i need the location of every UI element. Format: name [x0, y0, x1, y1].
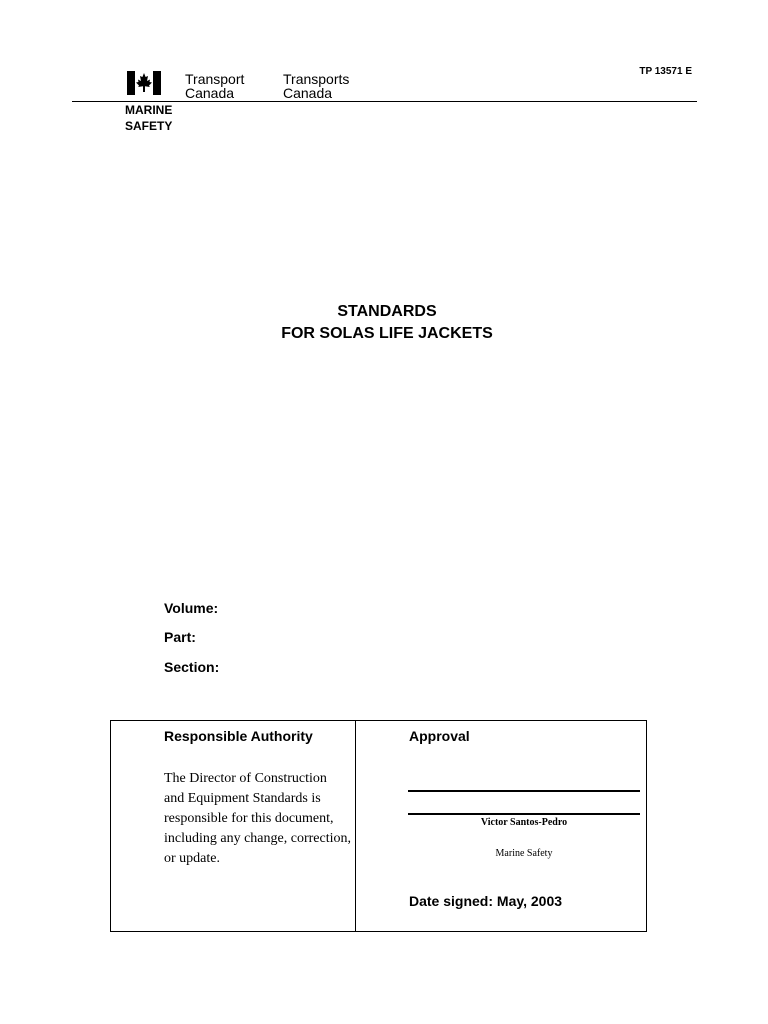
department-name-fr-line1: Transports: [283, 71, 350, 87]
signature-line: [408, 790, 640, 792]
responsible-authority-text: [164, 769, 354, 869]
header-divider: [72, 101, 697, 102]
responsible-authority-line: including any change, correction,: [164, 831, 351, 846]
date-signed: Date signed: May, 2003: [409, 893, 563, 909]
approval-heading: Approval: [409, 728, 470, 744]
volume-label: Volume:: [164, 600, 219, 616]
part-label: Part:: [164, 629, 196, 645]
department-name-en-line2: Canada: [185, 85, 235, 101]
document-number: TP 13571 E: [639, 66, 692, 77]
document-title-line1: STANDARDS: [337, 303, 437, 320]
department-name-fr-line2: Canada: [283, 85, 333, 101]
document-title-line2: FOR SOLAS LIFE JACKETS: [281, 325, 493, 342]
responsible-authority-line: or update.: [164, 851, 220, 866]
signature-line: [408, 813, 640, 815]
signer-organization: Marine Safety: [495, 848, 553, 859]
responsible-authority-heading: Responsible Authority: [164, 728, 313, 744]
responsible-authority-line: and Equipment Standards is: [164, 791, 321, 806]
signer-name: Victor Santos-Pedro: [480, 817, 568, 828]
unit-name-line1: MARINE: [125, 103, 173, 117]
responsible-authority-line: responsible for this document,: [164, 811, 334, 826]
department-name-en-line1: Transport: [185, 71, 245, 87]
canada-flag-icon: [127, 71, 161, 95]
responsible-authority-line: The Director of Construction: [164, 771, 327, 786]
section-label: Section:: [164, 659, 220, 675]
unit-name-line2: SAFETY: [125, 119, 173, 133]
table-column-divider: [355, 720, 356, 932]
